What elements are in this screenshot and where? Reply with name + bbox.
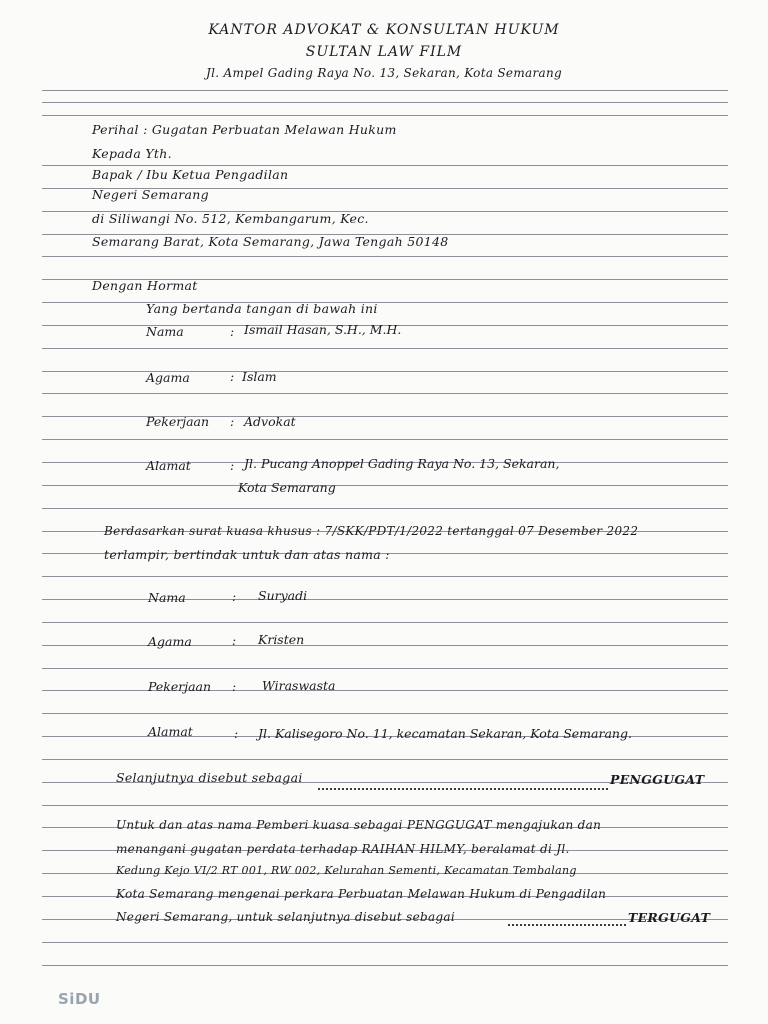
to-line: Kepada Yth. — [92, 146, 172, 161]
mandate-line-2: terlampir, bertindak untuk dan atas nama : — [104, 547, 390, 562]
advocate-address-line-2: Kota Semarang — [238, 480, 336, 495]
colon: : — [230, 414, 235, 429]
dotted-leader — [508, 924, 626, 926]
body-line-5: Negeri Semarang, untuk selanjutnya disebut sebagai — [116, 910, 455, 924]
client-name: Suryadi — [258, 588, 308, 603]
greeting: Dengan Hormat — [92, 278, 198, 293]
office-title: KANTOR ADVOKAT & KONSULTAN HUKUM — [208, 22, 560, 38]
addressee-line-3: di Siliwangi No. 512, Kembangarum, Kec. — [92, 211, 369, 226]
addressee-line-1: Bapak / Ibu Ketua Pengadilan — [92, 167, 289, 182]
client-job-label: Pekerjaan — [148, 679, 212, 694]
colon: : — [232, 589, 237, 604]
advocate-address-label: Alamat — [146, 458, 191, 473]
intro-line: Yang bertanda tangan di bawah ini — [146, 301, 378, 316]
client-job: Wiraswasta — [262, 678, 336, 693]
firm-address: Jl. Ampel Gading Raya No. 13, Sekaran, Kota Semarang — [206, 66, 562, 80]
colon: : — [234, 726, 239, 741]
body-line-2: menangani gugatan perdata terhadap RAIHAN HILMY, beralamat di Jl. — [116, 842, 570, 856]
dotted-leader — [318, 788, 608, 790]
client-name-label: Nama — [148, 590, 186, 605]
advocate-name-label: Nama — [146, 324, 184, 339]
mandate-line-1: Berdasarkan surat kuasa khusus : 7/SKK/PDT/1/2022 tertanggal 07 Desember 2022 — [104, 524, 639, 538]
body-line-4: Kota Semarang mengenai perkara Perbuatan Melawan Hukum di Pengadilan — [116, 887, 607, 901]
colon: : — [230, 324, 235, 339]
advocate-religion: Islam — [242, 369, 277, 384]
client-religion: Kristen — [258, 632, 305, 647]
plaintiff-role: PENGGUGAT — [610, 772, 705, 787]
firm-name: SULTAN LAW FILM — [305, 44, 463, 60]
colon: : — [232, 679, 237, 694]
advocate-religion-label: Agama — [146, 370, 190, 385]
addressee-line-4: Semarang Barat, Kota Semarang, Jawa Tengah 50148 — [92, 234, 449, 249]
colon: : — [230, 369, 235, 384]
sidu-logo: SiDU — [58, 990, 101, 1008]
advocate-name: Ismail Hasan, S.H., M.H. — [244, 322, 402, 337]
body-line-3: Kedung Kejo VI/2 RT 001, RW 002, Kelurahan Sementi, Kecamatan Tembalang — [116, 864, 577, 877]
subject-line: Perihal : Gugatan Perbuatan Melawan Hukum — [92, 122, 397, 137]
plaintiff-phrase: Selanjutnya disebut sebagai — [116, 770, 303, 785]
advocate-job-label: Pekerjaan — [146, 414, 210, 429]
colon: : — [230, 458, 235, 473]
colon: : — [232, 633, 237, 648]
client-address-label: Alamat — [148, 724, 193, 739]
addressee-line-2: Negeri Semarang — [92, 187, 209, 202]
client-religion-label: Agama — [148, 634, 192, 649]
defendant-role: TERGUGAT — [628, 910, 711, 925]
body-line-1: Untuk dan atas nama Pemberi kuasa sebagai PENGGUGAT mengajukan dan — [116, 818, 602, 832]
client-address: Jl. Kalisegoro No. 11, kecamatan Sekaran, Kota Semarang. — [258, 726, 632, 741]
advocate-address-line-1: Jl. Pucang Anoppel Gading Raya No. 13, Sekaran, — [244, 456, 560, 471]
advocate-job: Advokat — [244, 414, 296, 429]
